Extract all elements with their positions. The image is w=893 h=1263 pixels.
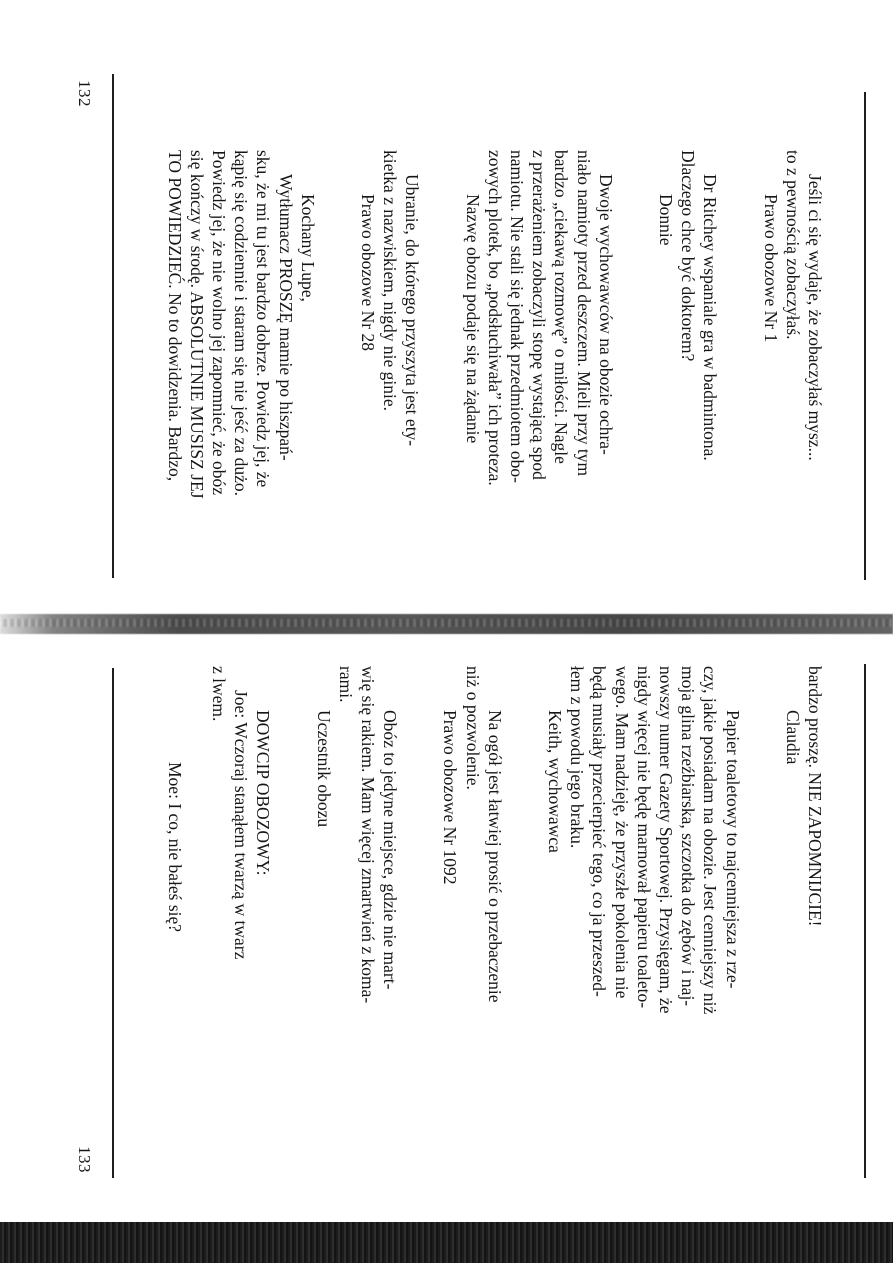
scan-gutter-shadow [0, 614, 893, 634]
entry-text: Jeśli ci się wydaje, że zobaczyłaś mysz... to z pewnością zobaczyłaś. [782, 150, 825, 461]
entry-lupe [163, 150, 318, 590]
scan-bottom-edge [0, 1222, 893, 1263]
entry-source: Prawo obozowe Nr 1092 [440, 710, 461, 885]
left-page [163, 150, 826, 590]
right-page [164, 666, 826, 1146]
entry-text: Dwoje wychowawców na obozie ochra- niało namioty przed deszczem. Mieli przy tym bardzo „ciekawą rozmowę” o miłości. Nagle z przerażeniem zobaczyli stopę wystającą spod namiotu. Nie stali się jednak przedmiotem obo- zowych plotek, bo „podsłuchiwała” ich proteza. [484, 150, 616, 486]
entry-przebaczenie [439, 666, 506, 1146]
entry-text: Na ogół jest łatwiej prosić o przebaczenie niż o pozwolenie. [462, 666, 505, 1003]
entry-text: Ubranie, do którego przyszyta jest ety- kietka z nazwiskiem, nigdy nie ginie. [380, 150, 423, 447]
entry-text: Kochany Lupe, Wytłumacz PROSZĘ mamie po hiszpań- sku, że mi tu jest bardzo dobrze. Powiedz jej, że kąpię się codziennie i staram się nie jeść za dużo. Powiedz jej, że nie wolno jej zapomnieć, że obóz się kończy w środę. ABSOLUTNIE MUSISZ JEJ TO POWIEDZIEĆ. No to dowidzenia. Bardzo, [164, 150, 318, 499]
entry-source: Prawo obozowe Nr 28 [357, 194, 378, 351]
entry-source: Prawo obozowe Nr 1 [760, 194, 781, 343]
footer-rule-right-page [112, 668, 114, 1178]
entry-ubranie [357, 150, 424, 590]
header-rule-right-page [864, 664, 866, 1178]
entry-text: Papier toaletowy to najcenniejsza z rze- czy, jakie posiadam na obozie. Jest cenniejszy niż moja glina rzeźbiarska, szczotka do zębów i naj- nowszy numer Gazety Sportowej. Przysięgam, że nigdy więcej nie będę marnował papieru toaleto- wego. Mam nadzieję, że przyszłe pokolenia nie będą musiały przecierpieć tego, co ja przeszed- łem z powodu jego braku. [567, 666, 743, 1015]
entry-reply: Moe: I co, nie bałeś się? [164, 762, 185, 933]
entry-text: bardzo proszę. NIE ZAPOMNIJCIE! [805, 666, 825, 927]
page-number-left: 132 [75, 80, 94, 107]
entry-text: DOWCIP OBOZOWY: Joe: Wczoraj stanąłem twarzą w twarz z lwem. [208, 666, 274, 960]
entry-dowcip [164, 666, 275, 1146]
entry-source: Keith, wychowawca [544, 710, 565, 853]
entry-source: Nazwę obozu podaje się na żądanie [462, 194, 483, 444]
entry-source: Uczestnik obozu [313, 710, 334, 828]
entry-zmartwienia [312, 666, 401, 1146]
entry-source: Donnie [655, 194, 676, 246]
footer-rule-left-page [112, 74, 114, 578]
entry-text: Obóz to jedyne miejsce, gdzie nie mart- wię się rakiem. Mam więcej zmartwień z koma- rami. [335, 666, 401, 1004]
entry-source: Claudia [782, 710, 803, 765]
entry-papier [544, 666, 744, 1146]
entry-ritchey [655, 150, 722, 590]
entry-claudia [782, 666, 826, 1146]
entry-text: Dr Ritchey wspaniale gra w badmintona. Dlaczego chce być doktorem? [678, 150, 721, 461]
page-number-right: 133 [75, 1146, 94, 1173]
entry-mysz [759, 150, 826, 590]
entry-wychowawcy [461, 150, 616, 590]
header-rule-left-page [864, 92, 866, 580]
